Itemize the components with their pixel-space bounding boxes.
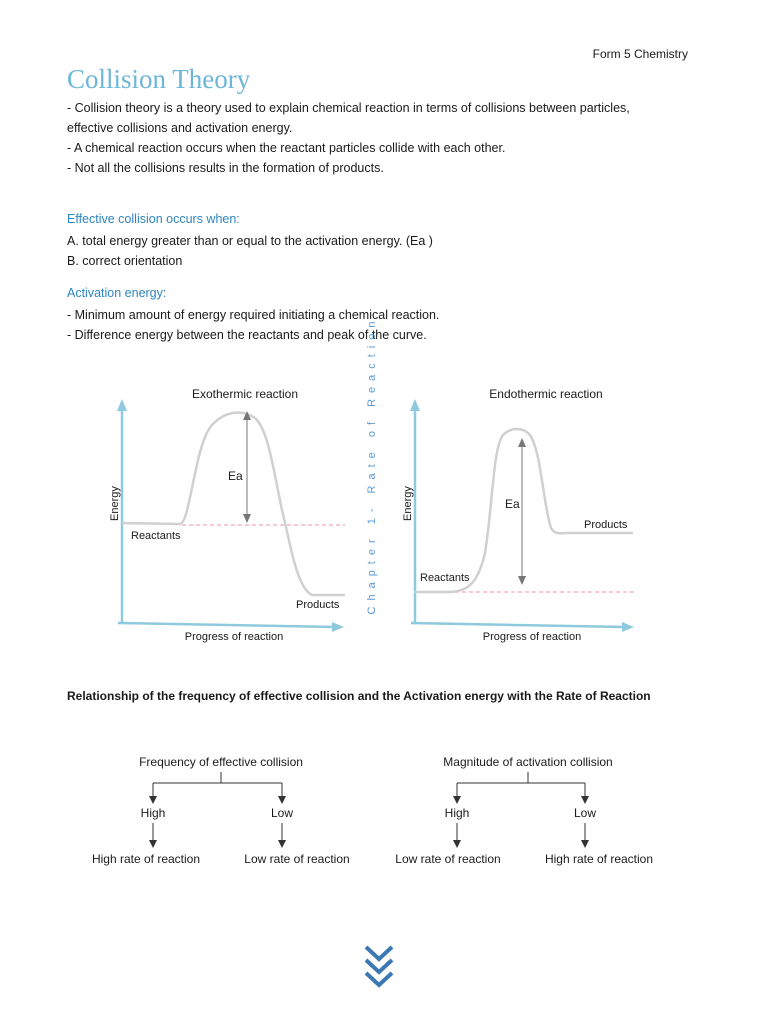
exothermic-x-arrow bbox=[332, 622, 344, 632]
intro-line-4: - Not all the collisions results in the formation of products. bbox=[67, 161, 384, 175]
tree1-left-arrow bbox=[149, 796, 157, 804]
exothermic-reactants-label: Reactants bbox=[131, 530, 181, 542]
chevron-down-icon bbox=[366, 973, 392, 985]
scroll-down-chevron-icon[interactable] bbox=[363, 943, 395, 995]
exothermic-ea-label: Ea bbox=[228, 469, 243, 483]
endothermic-ea-arrow-up bbox=[518, 438, 526, 447]
intro-line-2: effective collisions and activation energy. bbox=[67, 121, 293, 135]
endothermic-x-arrow bbox=[622, 622, 634, 632]
tree1-right-result: Low rate of reaction bbox=[244, 852, 350, 866]
tree2-right-down-arrow bbox=[581, 840, 589, 848]
endothermic-x-axis bbox=[411, 623, 625, 627]
endothermic-reactants-label: Reactants bbox=[420, 572, 470, 584]
exothermic-products-label: Products bbox=[296, 599, 340, 611]
intro-line-1: - Collision theory is a theory used to explain chemical reaction in terms of collisions between particles, bbox=[67, 101, 630, 115]
effective-heading: Effective collision occurs when: bbox=[67, 212, 240, 226]
tree1-left-result: High rate of reaction bbox=[91, 852, 201, 866]
tree1-right-down-arrow bbox=[278, 840, 286, 848]
tree2-left-result: Low rate of reaction bbox=[395, 852, 501, 866]
endothermic-energy-curve bbox=[415, 429, 633, 592]
tree1-right-arrow bbox=[278, 796, 286, 804]
activation-heading: Activation energy: bbox=[67, 286, 167, 300]
chapter-side-label bbox=[365, 315, 379, 615]
endothermic-y-arrow bbox=[410, 399, 420, 411]
relationship-heading: Relationship of the frequency of effective collision and the Activation energy with the Rate of Reaction bbox=[67, 689, 651, 703]
tree2-right: Low bbox=[573, 806, 597, 820]
exothermic-chart bbox=[100, 383, 360, 643]
endothermic-products-label: Products bbox=[584, 519, 628, 531]
tree2-right-arrow bbox=[581, 796, 589, 804]
chevron-down-icon bbox=[366, 960, 392, 972]
endothermic-y-label: Energy bbox=[402, 486, 414, 521]
exothermic-x-label: Progress of reaction bbox=[184, 631, 284, 643]
exothermic-y-arrow bbox=[117, 399, 127, 411]
chevron-down-icon bbox=[366, 947, 392, 959]
endothermic-x-label: Progress of reaction bbox=[482, 631, 582, 643]
chapter-side-label-text: Chapter 1- Rate of Reaction bbox=[366, 315, 378, 615]
exothermic-energy-curve bbox=[122, 413, 345, 595]
effective-item-a: A. total energy greater than or equal to the activation energy. (Ea ) bbox=[67, 234, 433, 248]
exothermic-title: Exothermic reaction bbox=[191, 387, 299, 401]
endothermic-title: Endothermic reaction bbox=[489, 387, 603, 401]
tree1-root: Frequency of effective collision bbox=[139, 755, 303, 769]
effective-item-b: B. correct orientation bbox=[67, 254, 183, 268]
relationship-diagram bbox=[60, 745, 710, 875]
tree2-right-result: High rate of reaction bbox=[544, 852, 654, 866]
exothermic-ea-arrow-down bbox=[243, 514, 251, 523]
endothermic-ea-arrow-down bbox=[518, 576, 526, 585]
activation-item-1: - Minimum amount of energy required initiating a chemical reaction. bbox=[67, 308, 440, 322]
exothermic-y-label: Energy bbox=[109, 486, 121, 521]
tree1-left: High bbox=[140, 806, 166, 820]
page-title: Collision Theory bbox=[67, 64, 251, 94]
activation-item-2: - Difference energy between the reactants and peak of the curve. bbox=[67, 328, 427, 342]
exothermic-x-axis bbox=[118, 623, 336, 627]
tree2-left-arrow bbox=[453, 796, 461, 804]
endothermic-chart bbox=[393, 383, 653, 643]
tree2-root: Magnitude of activation collision bbox=[443, 755, 613, 769]
tree1-left-down-arrow bbox=[149, 840, 157, 848]
tree2-left-down-arrow bbox=[453, 840, 461, 848]
endothermic-ea-label: Ea bbox=[505, 497, 520, 511]
header-course: Form 5 Chemistry bbox=[592, 47, 688, 61]
tree1-right: Low bbox=[270, 806, 294, 820]
tree2-left: High bbox=[444, 806, 470, 820]
intro-line-3: - A chemical reaction occurs when the reactant particles collide with each other. bbox=[67, 141, 506, 155]
